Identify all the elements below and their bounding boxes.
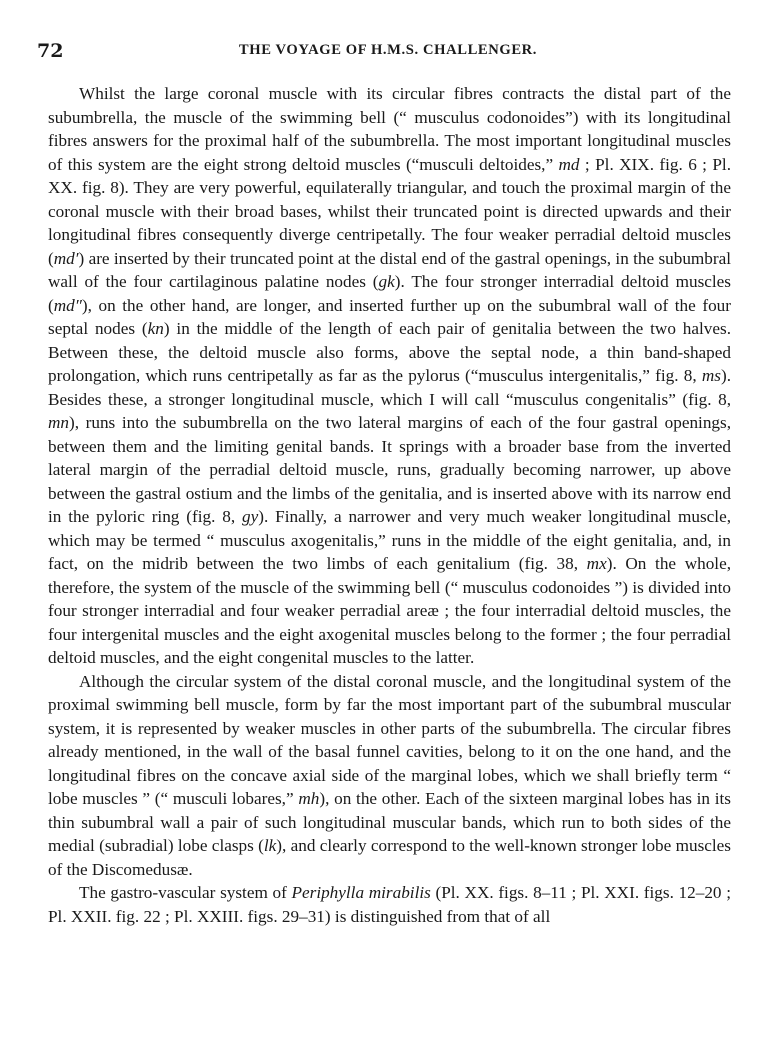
paragraph-subumbral-muscles bbox=[48, 670, 731, 882]
text-run: ) in the middle of the length of each pair of genitalia between the two halves. Between these, the deltoid muscle also forms, above the septal node, a thin band-shaped prolongation, which runs centripetally as far as the pylorus (“musculus intergenitalis,” fig. 8, bbox=[48, 319, 731, 385]
running-title: THE VOYAGE OF H.M.S. CHALLENGER. bbox=[238, 42, 538, 58]
italic-term: Periphylla mirabilis bbox=[291, 883, 431, 902]
text-run: ) are inserted by their truncated point at the distal end of the gastral openings, in the subumbral wall of the four cartilaginous palatine nodes ( bbox=[48, 248, 731, 291]
text-run: ), on the other. Each of the sixteen marginal lobes has in its thin subumbral wall a pair of such longitudinal muscular bands, which run to both sides of the medial (subradial) lobe clasps ( bbox=[48, 789, 731, 855]
text-run: Although the circular system of the distal coronal muscle, and the longitudinal system of the proximal swimming bell muscle, form by far the most important part of the subumbral muscular system, it is represented by weaker muscles in other parts of the subumbrella. The circular fibres already mentioned, in the wall of the basal funnel cavities, belong to it on the one hand, and the longitudinal fibres on the concave axial side of the marginal lobes, which we shall briefly term “ lobe muscles ” (“ musculi lobares,” bbox=[48, 671, 731, 808]
text-run: The gastro-vascular system of bbox=[79, 883, 292, 902]
italic-term: md bbox=[558, 154, 580, 174]
paragraph-muscle-system bbox=[48, 82, 731, 670]
italic-term: mx bbox=[586, 554, 607, 573]
italic-term: gy bbox=[242, 507, 259, 526]
paragraph-gastro-vascular bbox=[48, 881, 731, 928]
italic-term: mn bbox=[48, 413, 70, 432]
text-run: (Pl. XX. figs. 8–11 ; Pl. XXI. figs. 12–20 ; Pl. XXII. fig. 22 ; Pl. XXIII. figs. 29–31) is distinguished from that of all bbox=[48, 883, 731, 926]
text-run: ). The four stronger interradial deltoid muscles ( bbox=[48, 272, 731, 315]
text-run: ; Pl. XIX. fig. 6 ; Pl. XX. fig. 8). They are very powerful, equilaterally triangular, and touch the proximal margin of the coronal muscle with their broad bases, whilst their truncated point is directed upwards and their longitudinal fibres consequently diverge centripetally. The four weaker perradial deltoid muscles ( bbox=[48, 154, 731, 268]
italic-term: lk bbox=[263, 836, 277, 855]
text-run: ). Besides these, a stronger longitudinal muscle, which I will call “musculus congenitalis” (fig. 8, bbox=[48, 366, 731, 409]
italic-term: ms bbox=[701, 366, 721, 385]
page-header bbox=[37, 40, 739, 64]
text-run: Whilst the large coronal muscle with its circular fibres contracts the distal part of the subumbrella, the muscle of the swimming bell (“ musculus codonoides”) with its longitudinal fibres answers for the proximal half of the subumbrella. The most important longitudinal muscles of this system are the eight strong deltoid muscles (“musculi deltoides,” bbox=[48, 84, 731, 174]
text-run: ), on the other hand, are longer, and inserted further up on the subumbral wall of the four septal nodes ( bbox=[48, 295, 731, 338]
page-number: 72 bbox=[37, 40, 64, 62]
italic-term: md″ bbox=[53, 295, 82, 315]
italic-term: kn bbox=[147, 319, 164, 338]
italic-term: gk bbox=[378, 272, 395, 291]
text-run: ), and clearly correspond to the well-known stronger lobe muscles of the Discomedusæ. bbox=[48, 836, 731, 879]
body-text bbox=[48, 82, 731, 928]
italic-term: mh bbox=[298, 789, 320, 808]
text-run: ). Finally, a narrower and very much weaker longitudinal muscle, which may be termed “ musculus axogenitalis,” runs in the middle of the eight genitalia, and, in fact, on the midrib between the two limbs of each genitalium (fig. 38, bbox=[48, 507, 731, 573]
text-run: ). On the whole, therefore, the system of the muscle of the swimming bell (“ musculus codonoides ”) is divided into four stronger interradial and four weaker perradial areæ ; the four interradial deltoid muscles, the four intergenital muscles and the eight axogenital muscles belong to the former ; the four perradial deltoid muscles, and the eight congenital muscles to the latter. bbox=[48, 554, 731, 667]
italic-term: md′ bbox=[53, 248, 79, 268]
text-run: ), runs into the subumbrella on the two lateral margins of each of the four gastral openings, between them and the limiting genital bands. It springs with a broader base from the inverted lateral margin of the perradial deltoid muscle, runs, gradually becoming narrower, up above between the gastral ostium and the limbs of the genitalia, and is inserted above with its narrow end in the pyloric ring (fig. 8, bbox=[48, 413, 731, 526]
